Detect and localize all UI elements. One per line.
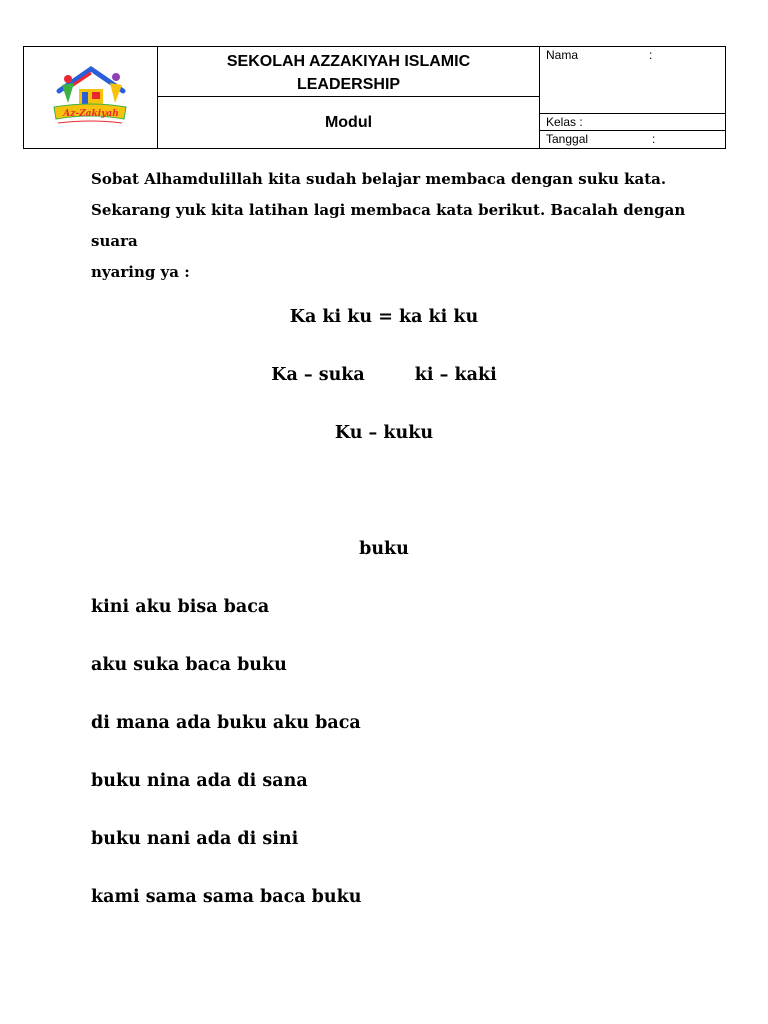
reading-sentence: kami sama sama baca buku	[91, 887, 362, 907]
reading-sentence: kini aku bisa baca	[91, 597, 270, 617]
nama-colon: :	[649, 48, 653, 62]
logo-cell	[24, 47, 158, 148]
syllable-line-3: Ku – kuku	[334, 423, 434, 443]
school-title-line2: LEADERSHIP	[296, 76, 401, 93]
reading-sentence: buku nani ada di sini	[91, 829, 299, 849]
kelas-label: Kelas :	[546, 115, 583, 129]
syllable-line-1: Ka ki ku = ka ki ku	[289, 307, 479, 327]
reading-sentence: aku suka baca buku	[91, 655, 287, 675]
tanggal-label: Tanggal	[546, 132, 589, 146]
syllable-pair-2: ki – kaki	[414, 365, 497, 385]
syllable-pair-1: Ka – suka	[271, 365, 365, 385]
tanggal-colon: :	[652, 132, 656, 146]
reading-sentence: buku nina ada di sana	[91, 771, 308, 791]
intro-line-2: Sekarang yuk kita latihan lagi membaca kata berikut. Bacalah dengan suara	[91, 201, 686, 250]
nama-label: Nama	[546, 48, 579, 62]
intro-line-1: Sobat Alhamdulillah kita sudah belajar membaca dengan suku kata.	[91, 170, 667, 188]
logo-text: Az-Zakiyah	[63, 109, 119, 119]
intro-line-3: nyaring ya :	[91, 263, 190, 281]
reading-sentence: di mana ada buku aku baca	[91, 713, 361, 733]
reading-title: buku	[359, 539, 409, 559]
school-title-line1: SEKOLAH AZZAKIYAH ISLAMIC	[226, 53, 471, 70]
syllable-line-2	[0, 365, 768, 385]
school-title	[158, 47, 540, 97]
intro-paragraph	[91, 164, 691, 288]
nama-field[interactable]	[540, 47, 726, 114]
module-label: Modul	[158, 97, 540, 148]
school-logo	[24, 47, 158, 148]
tanggal-field[interactable]	[540, 131, 726, 148]
kelas-field[interactable]	[540, 114, 726, 131]
header-table	[23, 46, 726, 149]
